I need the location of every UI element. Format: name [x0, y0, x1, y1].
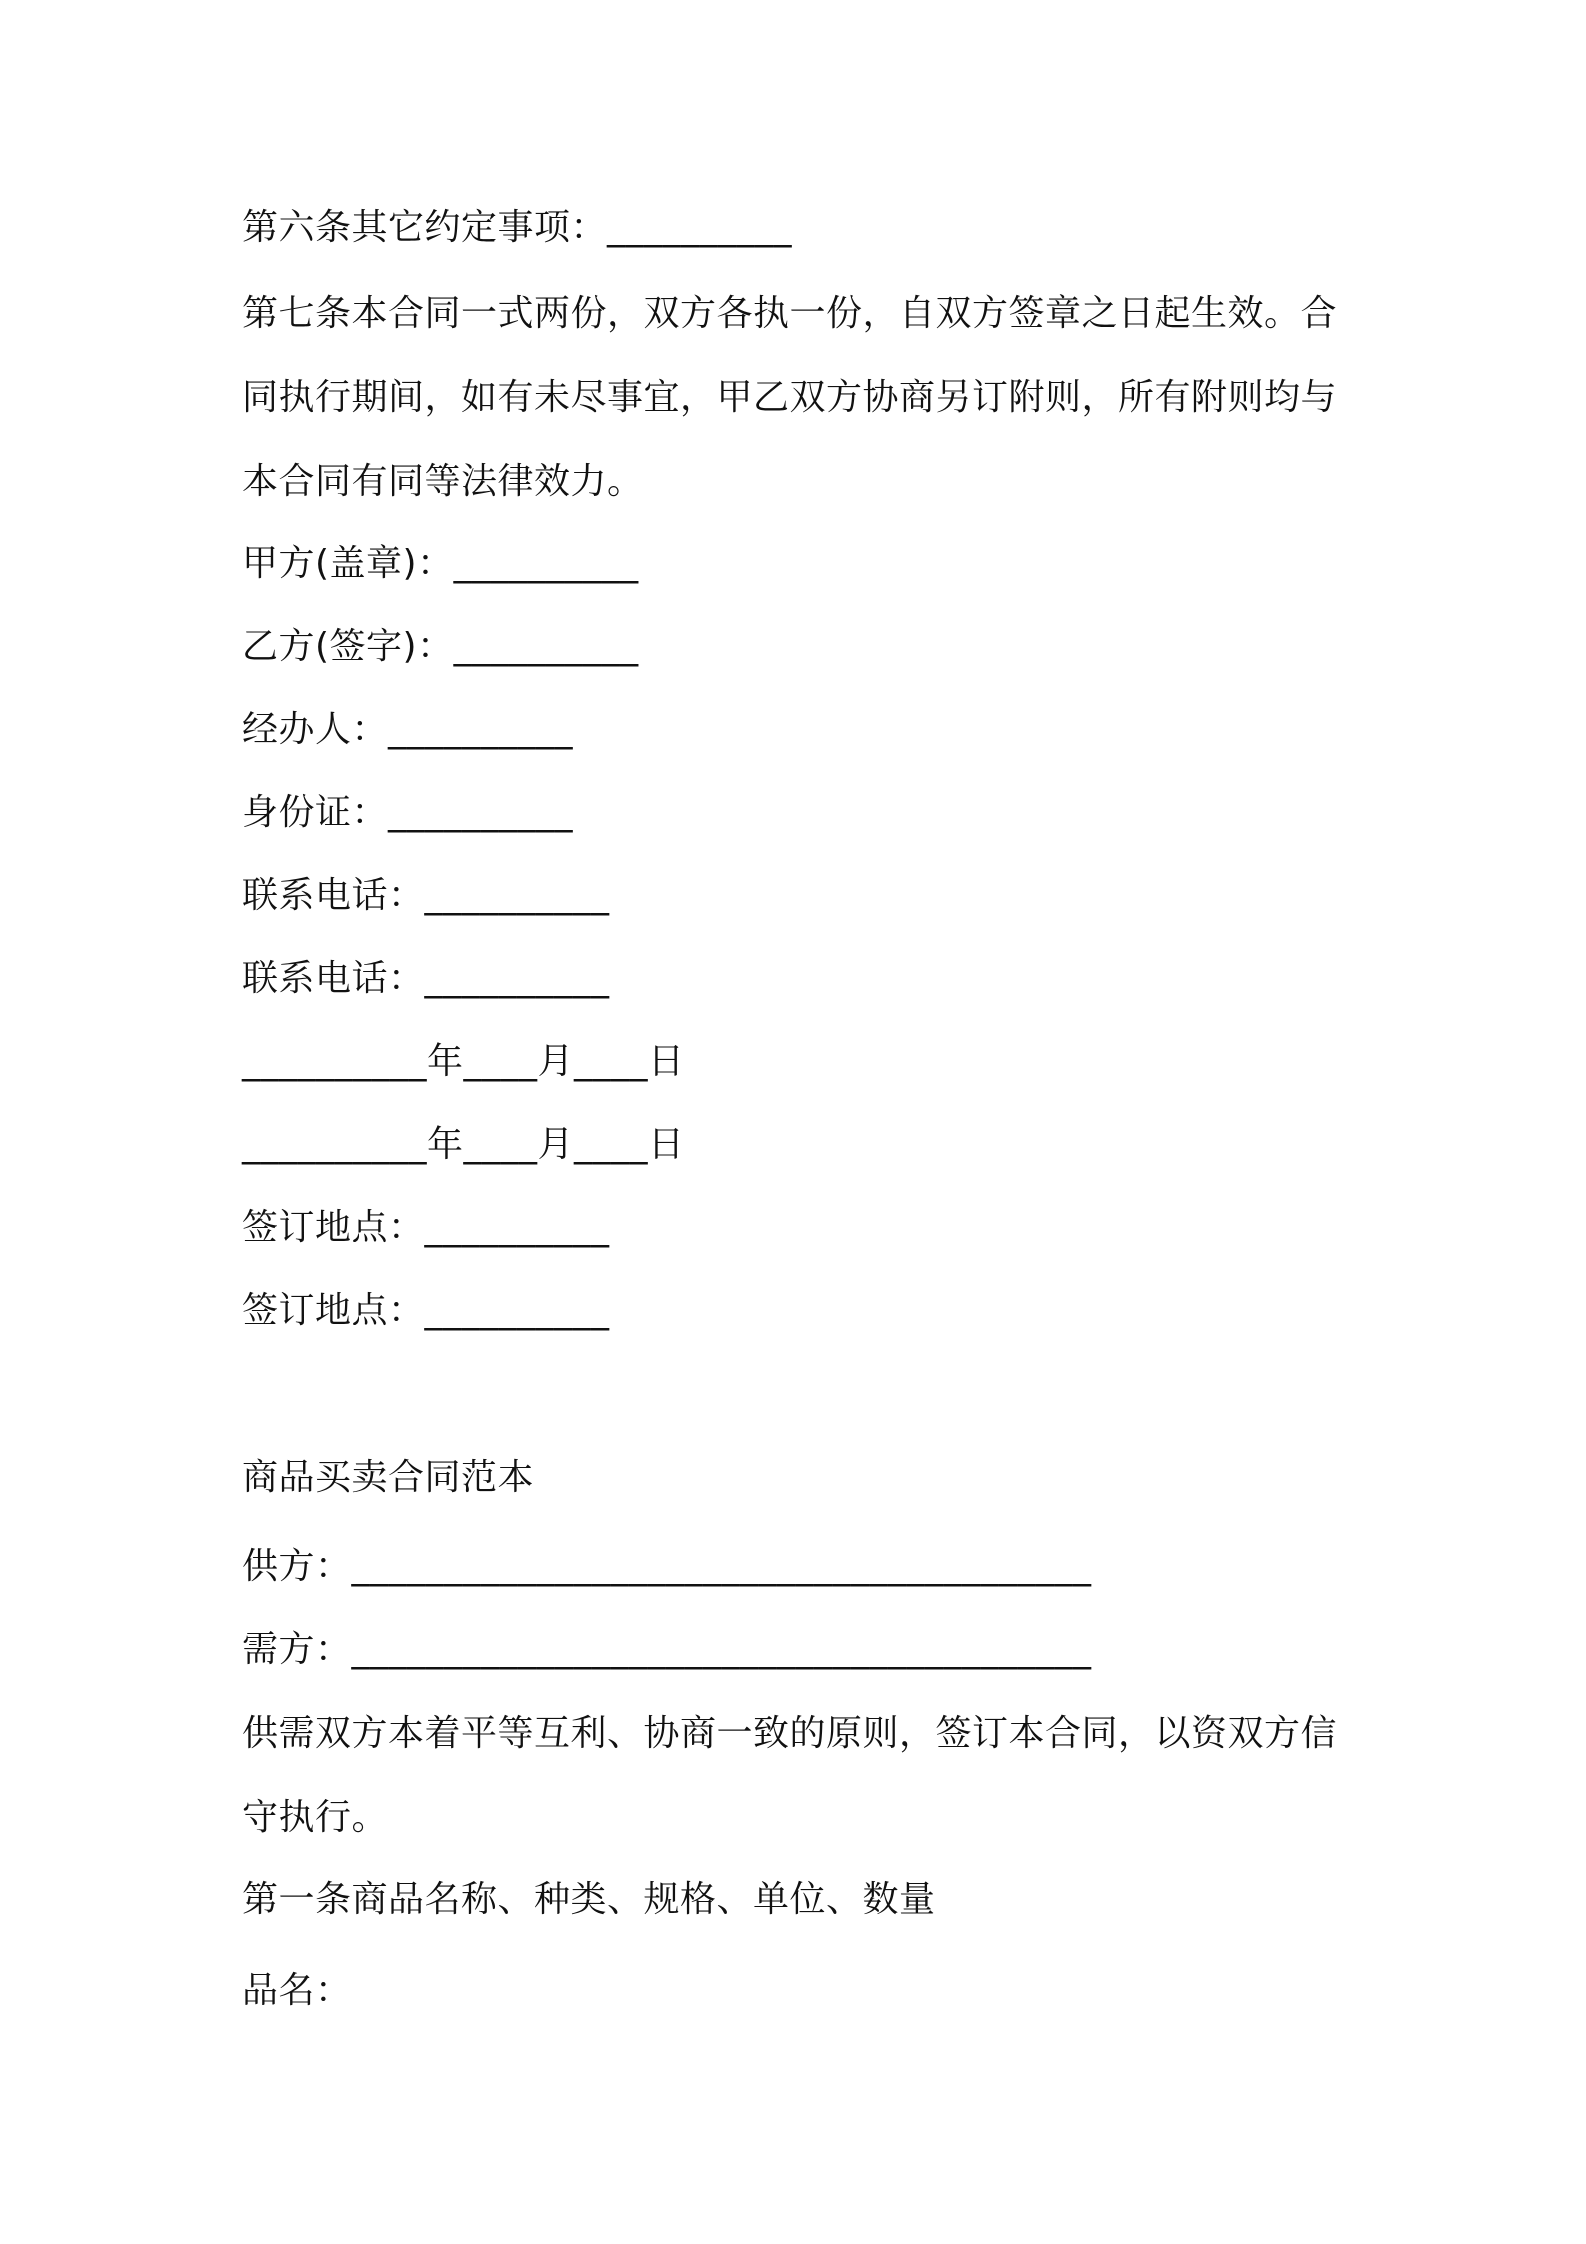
party-b-signature: 乙方(签字)：__________ — [242, 626, 639, 667]
signing-place-field: 签订地点：__________ — [242, 1290, 610, 1331]
product-name-field: 品名： — [242, 1970, 352, 2011]
phone-field: 联系电话：__________ — [242, 958, 610, 999]
phone-field: 联系电话：__________ — [242, 875, 610, 916]
contract-title: 商品买卖合同范本 — [242, 1457, 535, 1498]
date-field: __________年____月____日 — [242, 1041, 685, 1082]
party-a-seal: 甲方(盖章)：__________ — [242, 543, 639, 584]
buyer-field: 需方：________________________________________ — [242, 1629, 1092, 1670]
preamble: 供需双方本着平等互利、协商一致的原则，签订本合同，以资双方信守执行。 — [242, 1713, 1338, 1838]
agent-field: 经办人：__________ — [242, 709, 574, 750]
id-card-field: 身份证：__________ — [242, 792, 574, 833]
supplier-field: 供方：________________________________________ — [242, 1546, 1092, 1587]
clause-6: 第六条其它约定事项：__________ — [242, 207, 793, 248]
date-field: __________年____月____日 — [242, 1124, 685, 1165]
article-1-heading: 第一条商品名称、种类、规格、单位、数量 — [242, 1879, 936, 1920]
clause-7: 第七条本合同一式两份，双方各执一份，自双方签章之日起生效。合同执行期间，如有未尽事宜，甲乙双方协商另订附则，所有附则均与本合同有同等法律效力。 — [242, 293, 1338, 502]
signing-place-field: 签订地点：__________ — [242, 1207, 610, 1248]
